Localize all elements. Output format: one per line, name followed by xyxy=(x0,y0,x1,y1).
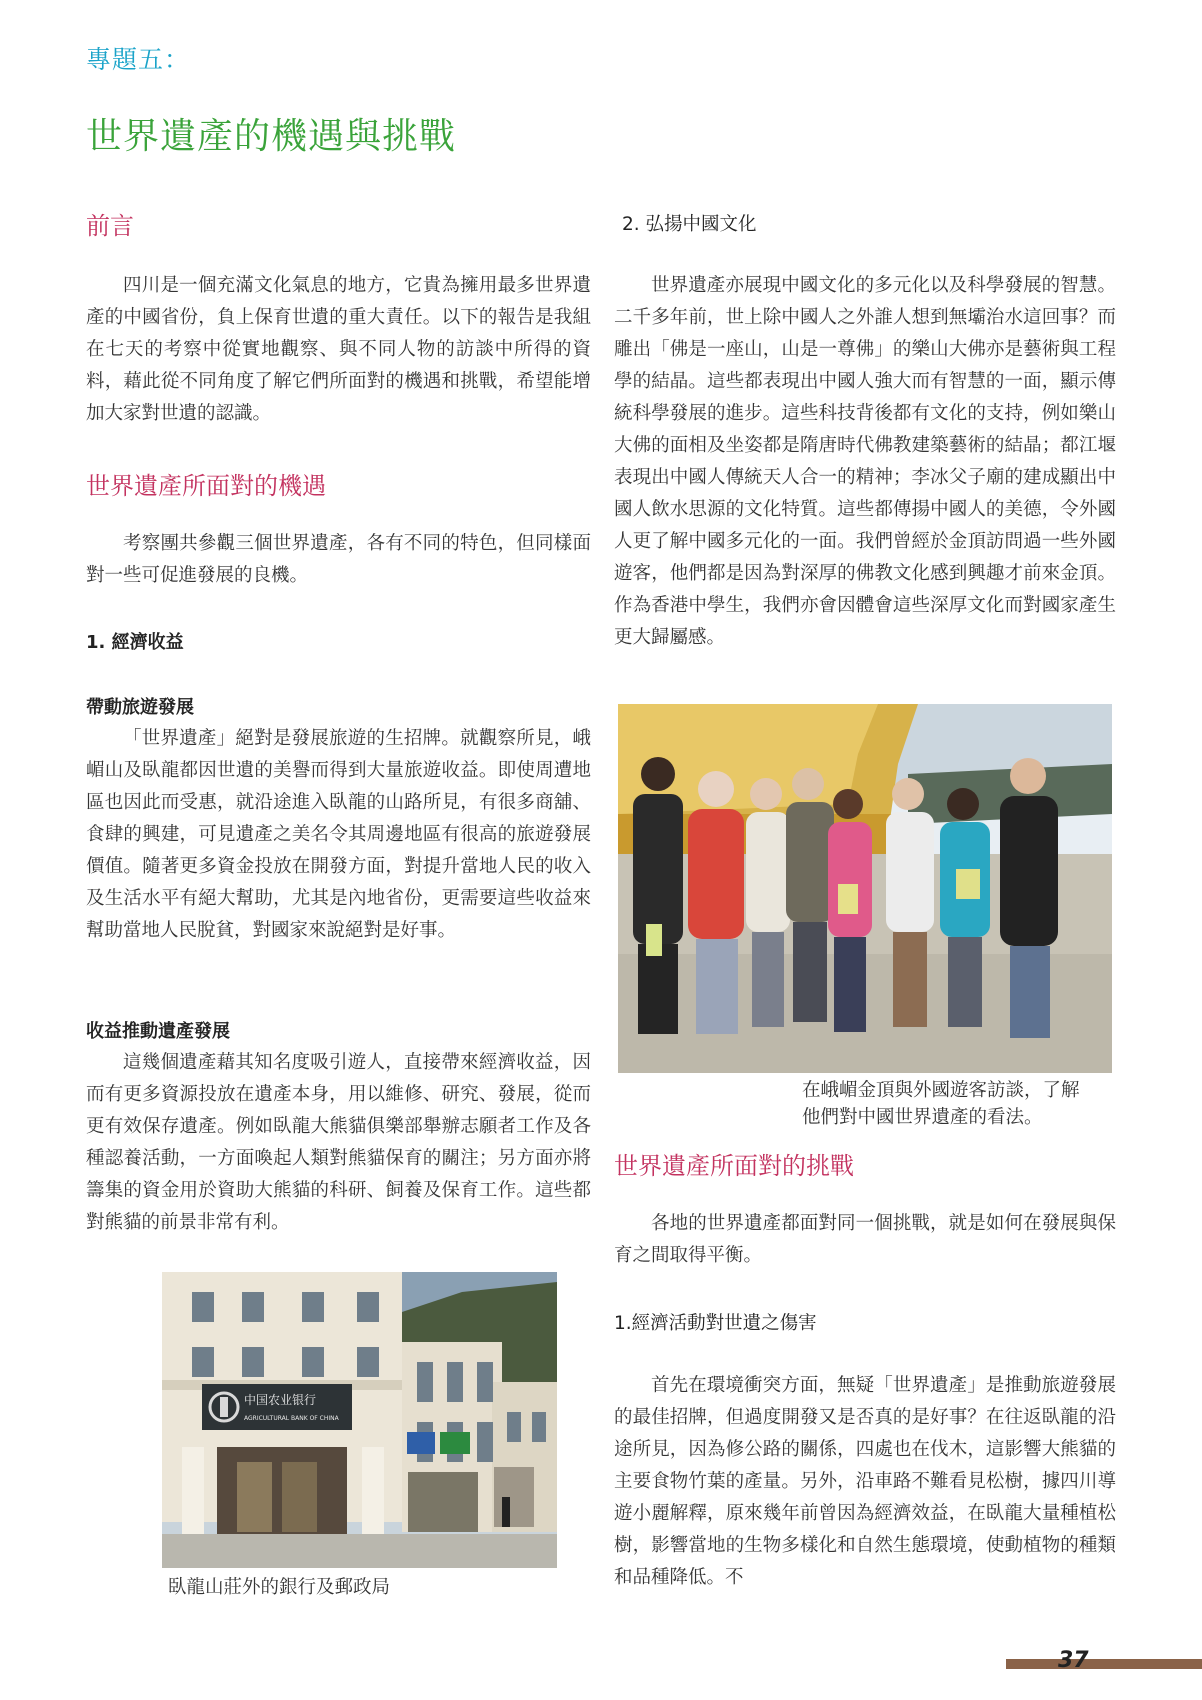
opportunities-heading: 世界遺產所面對的機遇 xyxy=(86,472,326,500)
bank-building-illustration xyxy=(162,1272,557,1568)
challenges-paragraph: 各地的世界遺產都面對同一個挑戰，就是如何在發展與保育之間取得平衡。 xyxy=(614,1213,1116,1266)
economic-harm-heading: 1.經濟活動對世遺之傷害 xyxy=(614,1313,817,1334)
opportunities-paragraph: 考察團共參觀三個世界遺產，各有不同的特色，但同樣面對一些可促進發展的良機。 xyxy=(86,533,591,586)
revenue-paragraph: 這幾個遺產藉其知名度吸引遊人，直接帶來經濟收益，因而有更多資源投放在遺產本身，用以維修、研究、發展，從而更有效保存遺產。例如臥龍大熊貓俱樂部舉辦志願者工作及各種認養活動，一方面喚起人類對熊貓保育的關注；另方面亦將籌集的資金用於資助大熊貓的科研、飼養及保育工作。這些都對熊貓的前景非常有利。 xyxy=(86,1052,591,1233)
group-photo xyxy=(618,704,1112,1073)
bank-sign-en: AGRICULTURAL BANK OF CHINA xyxy=(244,1415,339,1422)
challenges-heading: 世界遺產所面對的挑戰 xyxy=(614,1152,854,1180)
bank-photo-caption: 臥龍山莊外的銀行及郵政局 xyxy=(168,1577,391,1598)
page-number-bar xyxy=(1006,1659,1202,1669)
revenue-heading: 收益推動遺產發展 xyxy=(86,1021,230,1042)
chinese-culture-heading: 2. 弘揚中國文化 xyxy=(622,214,757,235)
tourism-paragraph: 「世界遺產」絕對是發展旅遊的生招牌。就觀察所見，峨嵋山及臥龍都因世遺的美譽而得到大量旅遊收益。即使周遭地區也因此而受惠，就沿途進入臥龍的山路所見，有很多商舖、食肆的興建，可見遺產之美名令其周邊地區有很高的旅遊發展價值。隨著更多資金投放在開發方面，對提升當地人民的收入及生活水平有絕大幫助，尤其是內地省份，更需要這些收益來幫助當地人民脫貧，對國家來說絕對是好事。 xyxy=(86,728,591,941)
page-title: 世界遺產的機遇與挑戰 xyxy=(86,116,457,157)
group-photo-illustration xyxy=(618,704,1112,1073)
bank-sign-cn: 中国农业银行 xyxy=(244,1393,317,1407)
group-photo-caption-line1: 在峨嵋金頂與外國遊客訪談，了解 xyxy=(802,1080,1080,1101)
page-number: 37 xyxy=(1058,1648,1089,1673)
intro-heading: 前言 xyxy=(86,212,134,240)
bank-photo xyxy=(162,1272,557,1568)
section-kicker: 專題五： xyxy=(86,45,191,74)
intro-paragraph: 四川是一個充滿文化氣息的地方，它貴為擁用最多世界遺產的中國省份，負上保育世遺的重大責任。以下的報告是我組在七天的考察中從實地觀察、與不同人物的訪談中所得的資料，藉此從不同角度了解它們所面對的機遇和挑戰，希望能增加大家對世遺的認識。 xyxy=(86,275,591,424)
group-photo-caption-line2: 他們對中國世界遺產的看法。 xyxy=(802,1107,1043,1128)
chinese-culture-paragraph: 世界遺產亦展現中國文化的多元化以及科學發展的智慧。二千多年前，世上除中國人之外誰人想到無壩治水這回事？而雕出「佛是一座山，山是一尊佛」的樂山大佛亦是藝術與工程學的結晶。這些都表現出中國人強大而有智慧的一面，顯示傳統科學發展的進步。這些科技背後都有文化的支持，例如樂山大佛的面相及坐姿都是隋唐時代佛教建築藝術的結晶；都江堰表現出中國人傳統天人合一的精神；李冰父子廟的建成顯出中國人飲水思源的文化特質。這些都傳揚中國人的美德，令外國人更了解中國多元化的一面。我們曾經於金頂訪問過一些外國遊客，他們都是因為對深厚的佛教文化感到興趣才前來金頂。作為香港中學生，我們亦會因體會這些深厚文化而對國家產生更大歸屬感。 xyxy=(614,275,1116,648)
economic-benefit-heading: 1. 經濟收益 xyxy=(86,632,184,653)
economic-harm-paragraph: 首先在環境衝突方面，無疑「世界遺產」是推動旅遊發展的最佳招牌，但過度開發又是否真的是好事？在往返臥龍的沿途所見，因為修公路的關係，四處也在伐木，這影響大熊貓的主要食物竹葉的產量。另外，沿車路不難看見松樹，據四川導遊小麗解釋，原來幾年前曾因為經濟效益，在臥龍大量種植松樹，影響當地的生物多樣化和自然生態環境，使動植物的種類和品種降低。不 xyxy=(614,1375,1116,1588)
tourism-heading: 帶動旅遊發展 xyxy=(86,697,194,718)
